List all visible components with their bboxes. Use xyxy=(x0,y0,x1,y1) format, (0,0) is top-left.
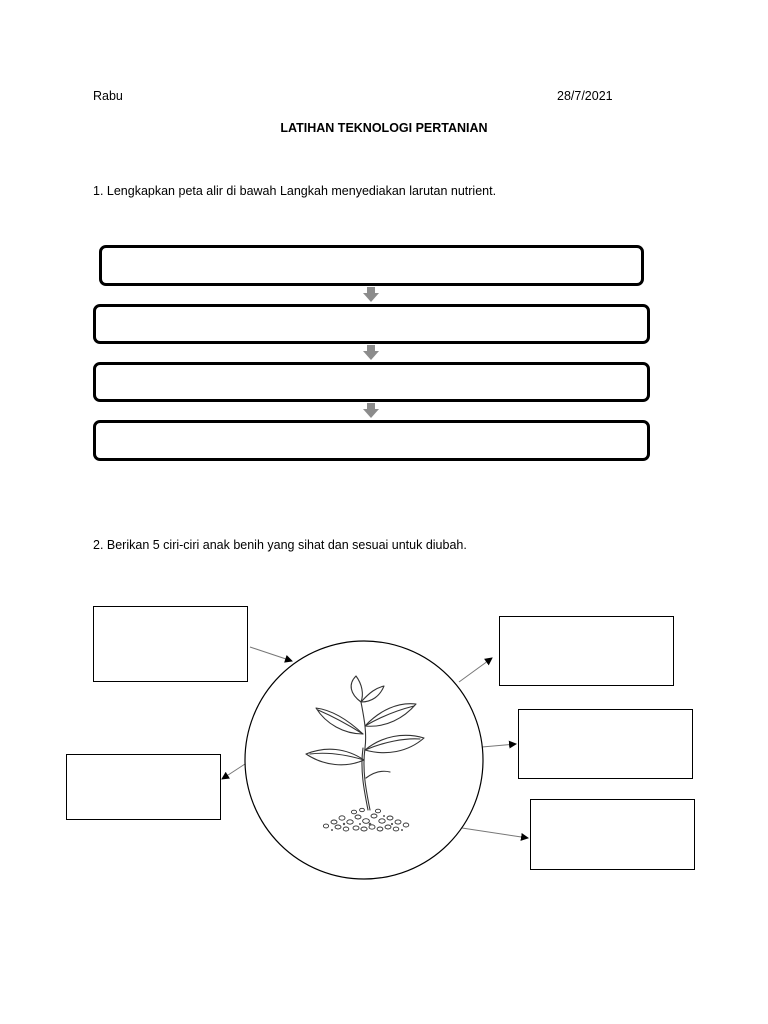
down-arrow-icon xyxy=(363,403,379,419)
flow-step-4-box[interactable] xyxy=(93,420,650,461)
answer-box-5[interactable] xyxy=(530,799,695,870)
down-arrow-icon xyxy=(363,287,379,303)
answer-box-3[interactable] xyxy=(499,616,674,686)
answer-box-2[interactable] xyxy=(66,754,221,820)
question-1-text: 1. Lengkapkan peta alir di bawah Langkah menyediakan larutan nutrient. xyxy=(93,184,497,198)
answer-box-1[interactable] xyxy=(93,606,248,682)
date-label: 28/7/2021 xyxy=(557,89,613,103)
question-2-text: 2. Berikan 5 ciri-ciri anak benih yang sihat dan sesuai untuk diubah. xyxy=(93,538,467,552)
down-arrow-icon xyxy=(363,345,379,361)
flow-step-3-box[interactable] xyxy=(93,362,650,402)
answer-box-4[interactable] xyxy=(518,709,693,779)
arrow-to-box-2 xyxy=(222,764,245,779)
seedling-icon xyxy=(244,640,484,880)
flow-step-2-box[interactable] xyxy=(93,304,650,344)
page-title: LATIHAN TEKNOLOGI PERTANIAN xyxy=(280,121,488,135)
flow-step-1-box[interactable] xyxy=(99,245,644,286)
arrow-to-box-4 xyxy=(482,744,516,747)
day-label: Rabu xyxy=(93,89,123,103)
